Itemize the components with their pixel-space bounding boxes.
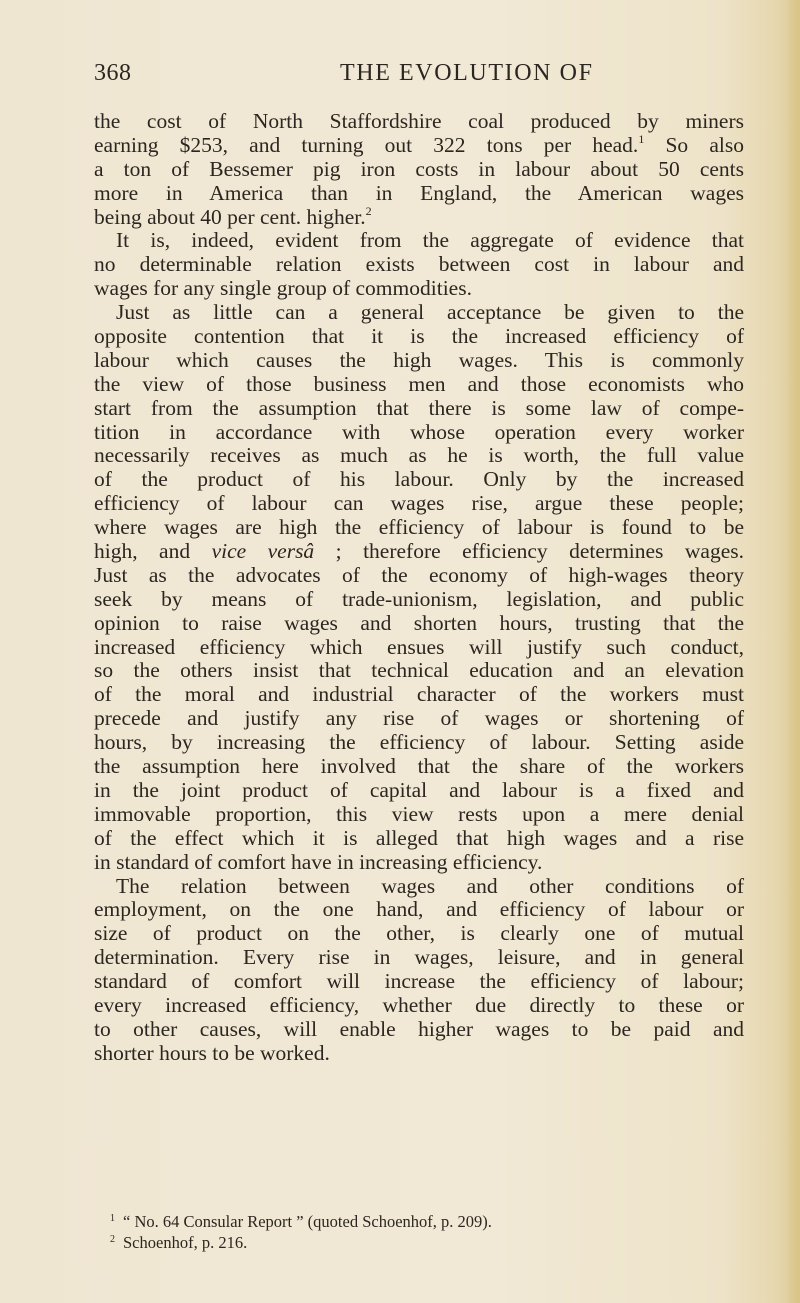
text-line: shorter hours to be worked. <box>94 1040 330 1065</box>
text-line: precede and justify any rise of wages or shortening of <box>94 706 744 731</box>
footnote-text: Schoenhof, p. 216. <box>123 1233 248 1252</box>
text-line: immovable proportion, this view rests upon a mere denial <box>94 801 744 826</box>
text-line: every increased efficiency, whether due directly to these or <box>94 992 744 1017</box>
text-line: in standard of comfort have in increasing efficiency. <box>94 849 543 874</box>
text-line: to other causes, will enable higher wages to be paid and <box>94 1016 744 1041</box>
text-line: tition in accordance with whose operation every worker <box>94 419 744 444</box>
text-line: of the moral and industrial character of the workers must <box>94 682 744 707</box>
text-line: determination. Every rise in wages, leisure, and in general <box>94 945 744 970</box>
page-header <box>94 60 734 94</box>
running-title: THE EVOLUTION OF <box>340 60 594 86</box>
text-line: start from the assumption that there is some law of compe- <box>94 395 744 420</box>
text-line: of the effect which it is alleged that high wages and a rise <box>94 825 744 850</box>
footnote-ref: 1 <box>638 131 645 146</box>
text-span: ; therefore efficiency determines wages. <box>314 539 744 564</box>
text-line: labour which causes the high wages. This is commonly <box>94 347 744 372</box>
italic-phrase: vice versâ <box>211 539 315 564</box>
text-line: the cost of North Staffordshire coal produced by miners <box>94 109 744 133</box>
text-line: the assumption here involved that the share of the workers <box>94 754 744 779</box>
text-line: so the others insist that technical education and an elevation <box>94 658 744 683</box>
text-line: It is, indeed, evident from the aggregate of evidence that <box>116 228 744 253</box>
text-line: Just as the advocates of the economy of high-wages theory <box>94 562 744 587</box>
page-edge-shading <box>786 0 800 1303</box>
text-span: So also <box>644 132 744 157</box>
text-line: opposite contention that it is the increased efficiency of <box>94 324 744 349</box>
text-line: The relation between wages and other conditions of <box>116 873 744 898</box>
text-line: Just as little can a general acceptance be given to the <box>116 300 744 325</box>
text-span: earning $253, and turning out 322 tons per head. <box>94 132 639 157</box>
text-line: wages for any single group of commodities. <box>94 276 472 301</box>
text-line: standard of comfort will increase the efficiency of labour; <box>94 969 744 994</box>
text-line: seek by means of trade-unionism, legislation, and public <box>94 586 744 611</box>
text-line: where wages are high the efficiency of labour is found to be <box>94 515 744 540</box>
text-line <box>94 203 744 230</box>
text-line: in the joint product of capital and labour is a fixed and <box>94 777 744 802</box>
text-line: no determinable relation exists between cost in labour and <box>94 252 744 277</box>
text-line: more in America than in England, the American wages <box>94 180 744 205</box>
page-number: 368 <box>94 60 132 86</box>
text-span: being about 40 per cent. higher. <box>94 204 366 229</box>
footnote: 2 Schoenhof, p. 216. <box>110 1233 248 1252</box>
text-line: necessarily receives as much as he is worth, the full value <box>94 443 744 468</box>
footnote-text: “ No. 64 Consular Report ” (quoted Schoenhof, p. 209). <box>123 1212 492 1231</box>
text-line <box>94 540 744 564</box>
body-text <box>94 110 744 1066</box>
text-line: size of product on the other, is clearly one of mutual <box>94 921 744 946</box>
text-line: of the product of his labour. Only by the increased <box>94 467 744 492</box>
text-line: hours, by increasing the efficiency of labour. Setting aside <box>94 730 744 755</box>
text-line: the view of those business men and those economists who <box>94 371 744 396</box>
text-line: opinion to raise wages and shorten hours, trusting that the <box>94 610 744 635</box>
footnote-ref: 2 <box>365 203 372 218</box>
text-line: employment, on the one hand, and efficiency of labour or <box>94 897 744 922</box>
text-line: increased efficiency which ensues will justify such conduct, <box>94 634 744 659</box>
text-span: high, and <box>94 539 212 564</box>
footnotes <box>110 1211 710 1253</box>
footnote: 1 “ No. 64 Consular Report ” (quoted Schoenhof, p. 209). <box>110 1212 492 1231</box>
text-line <box>94 131 744 158</box>
text-line: a ton of Bessemer pig iron costs in labour about 50 cents <box>94 156 744 181</box>
text-line: efficiency of labour can wages rise, argue these people; <box>94 491 744 516</box>
